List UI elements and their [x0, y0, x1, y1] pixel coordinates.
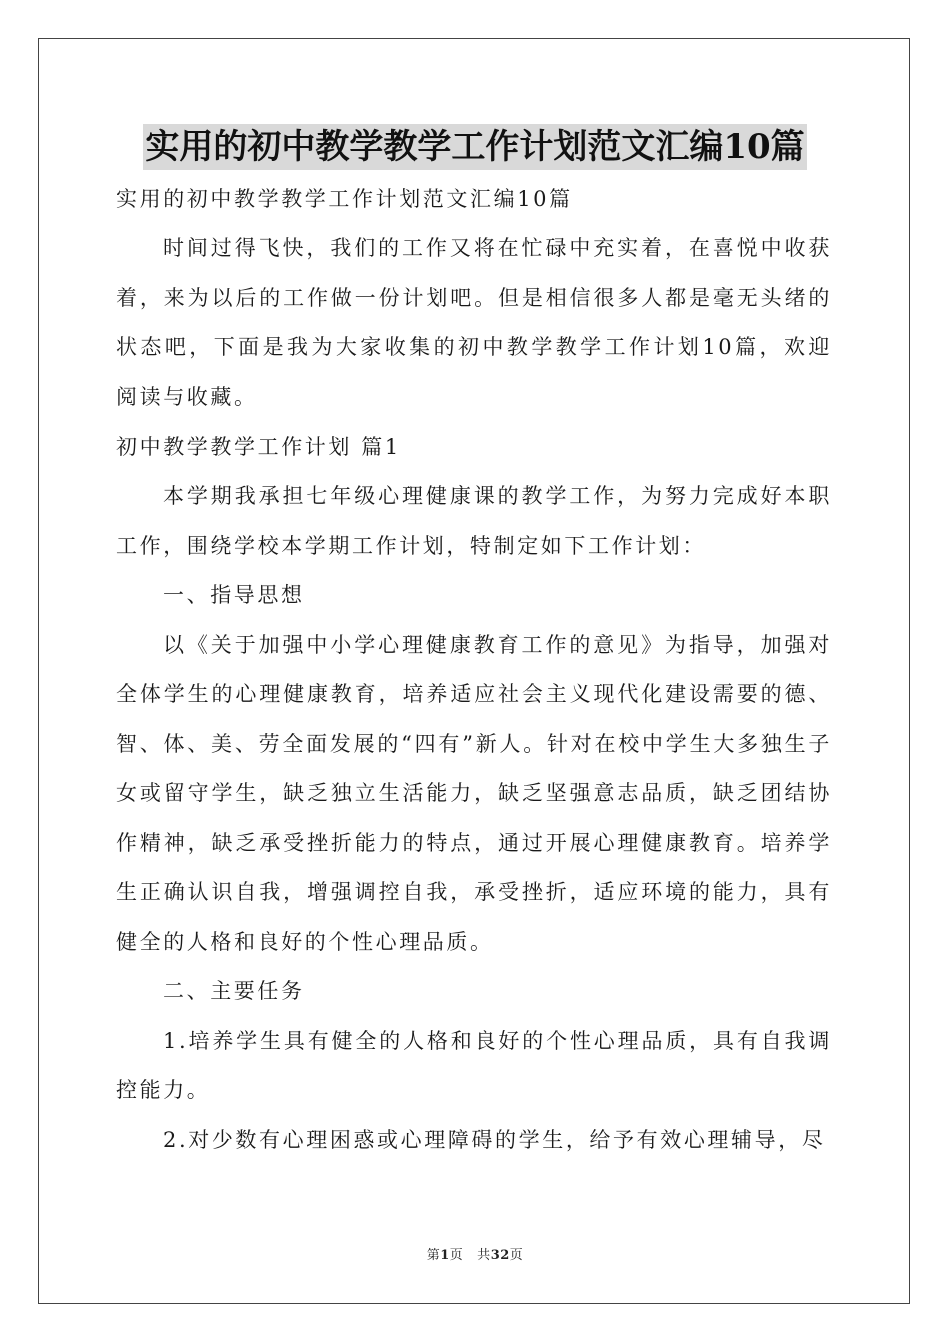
- task-item-1: 1.培养学生具有健全的人格和良好的个性心理品质，具有自我调控能力。: [116, 1028, 832, 1102]
- footer-total-pages: 32: [490, 1248, 510, 1263]
- footer-page-suffix: 页: [449, 1248, 464, 1263]
- guiding-thought-paragraph: 以《关于加强中小学心理健康教育工作的意见》为指导，加强对全体学生的心理健康教育，培养适应社会主义现代化建设需要的德、智、体、美、劳全面发展的“四有”新人。针对在校中学生大多独生子女或留守学生，缺乏独立生活能力，缺乏坚强意志品质，缺乏团结协作精神，缺乏承受挫折能力的特点，通过开展心理健康教育。培养学生正确认识自我，增强调控自我，承受挫折，适应环境的能力，具有健全的人格和良好的个性心理品质。: [116, 632, 832, 954]
- heading-guiding-thought: 一、指导思想: [163, 583, 305, 607]
- title-container: [0, 124, 950, 170]
- section-intro-paragraph: 本学期我承担七年级心理健康课的教学工作，为努力完成好本职工作，围绕学校本学期工作计划，特制定如下工作计划：: [116, 484, 832, 558]
- footer-page-number: 1: [440, 1248, 450, 1263]
- footer-prefix: 第: [426, 1248, 441, 1263]
- section-heading: 初中教学教学工作计划 篇1: [116, 435, 401, 459]
- page-footer: [0, 1244, 950, 1263]
- footer-total-prefix: 共: [477, 1248, 491, 1263]
- document-body: [116, 174, 832, 1165]
- intro-paragraph: 时间过得飞快，我们的工作又将在忙碌中充实着，在喜悦中收获着，来为以后的工作做一份计划吧。但是相信很多人都是毫无头绪的状态吧，下面是我为大家收集的初中教学教学工作计划10篇，欢迎阅读与收藏。: [116, 236, 832, 409]
- heading-main-tasks: 二、主要任务: [163, 979, 305, 1003]
- document-subtitle: 实用的初中教学教学工作计划范文汇编10篇: [116, 187, 573, 211]
- task-item-2: 2.对少数有心理困惑或心理障碍的学生，给予有效心理辅导，尽: [163, 1127, 826, 1152]
- footer-total-suffix: 页: [509, 1248, 524, 1263]
- document-title: 实用的初中教学教学工作计划范文汇编10篇: [143, 124, 806, 170]
